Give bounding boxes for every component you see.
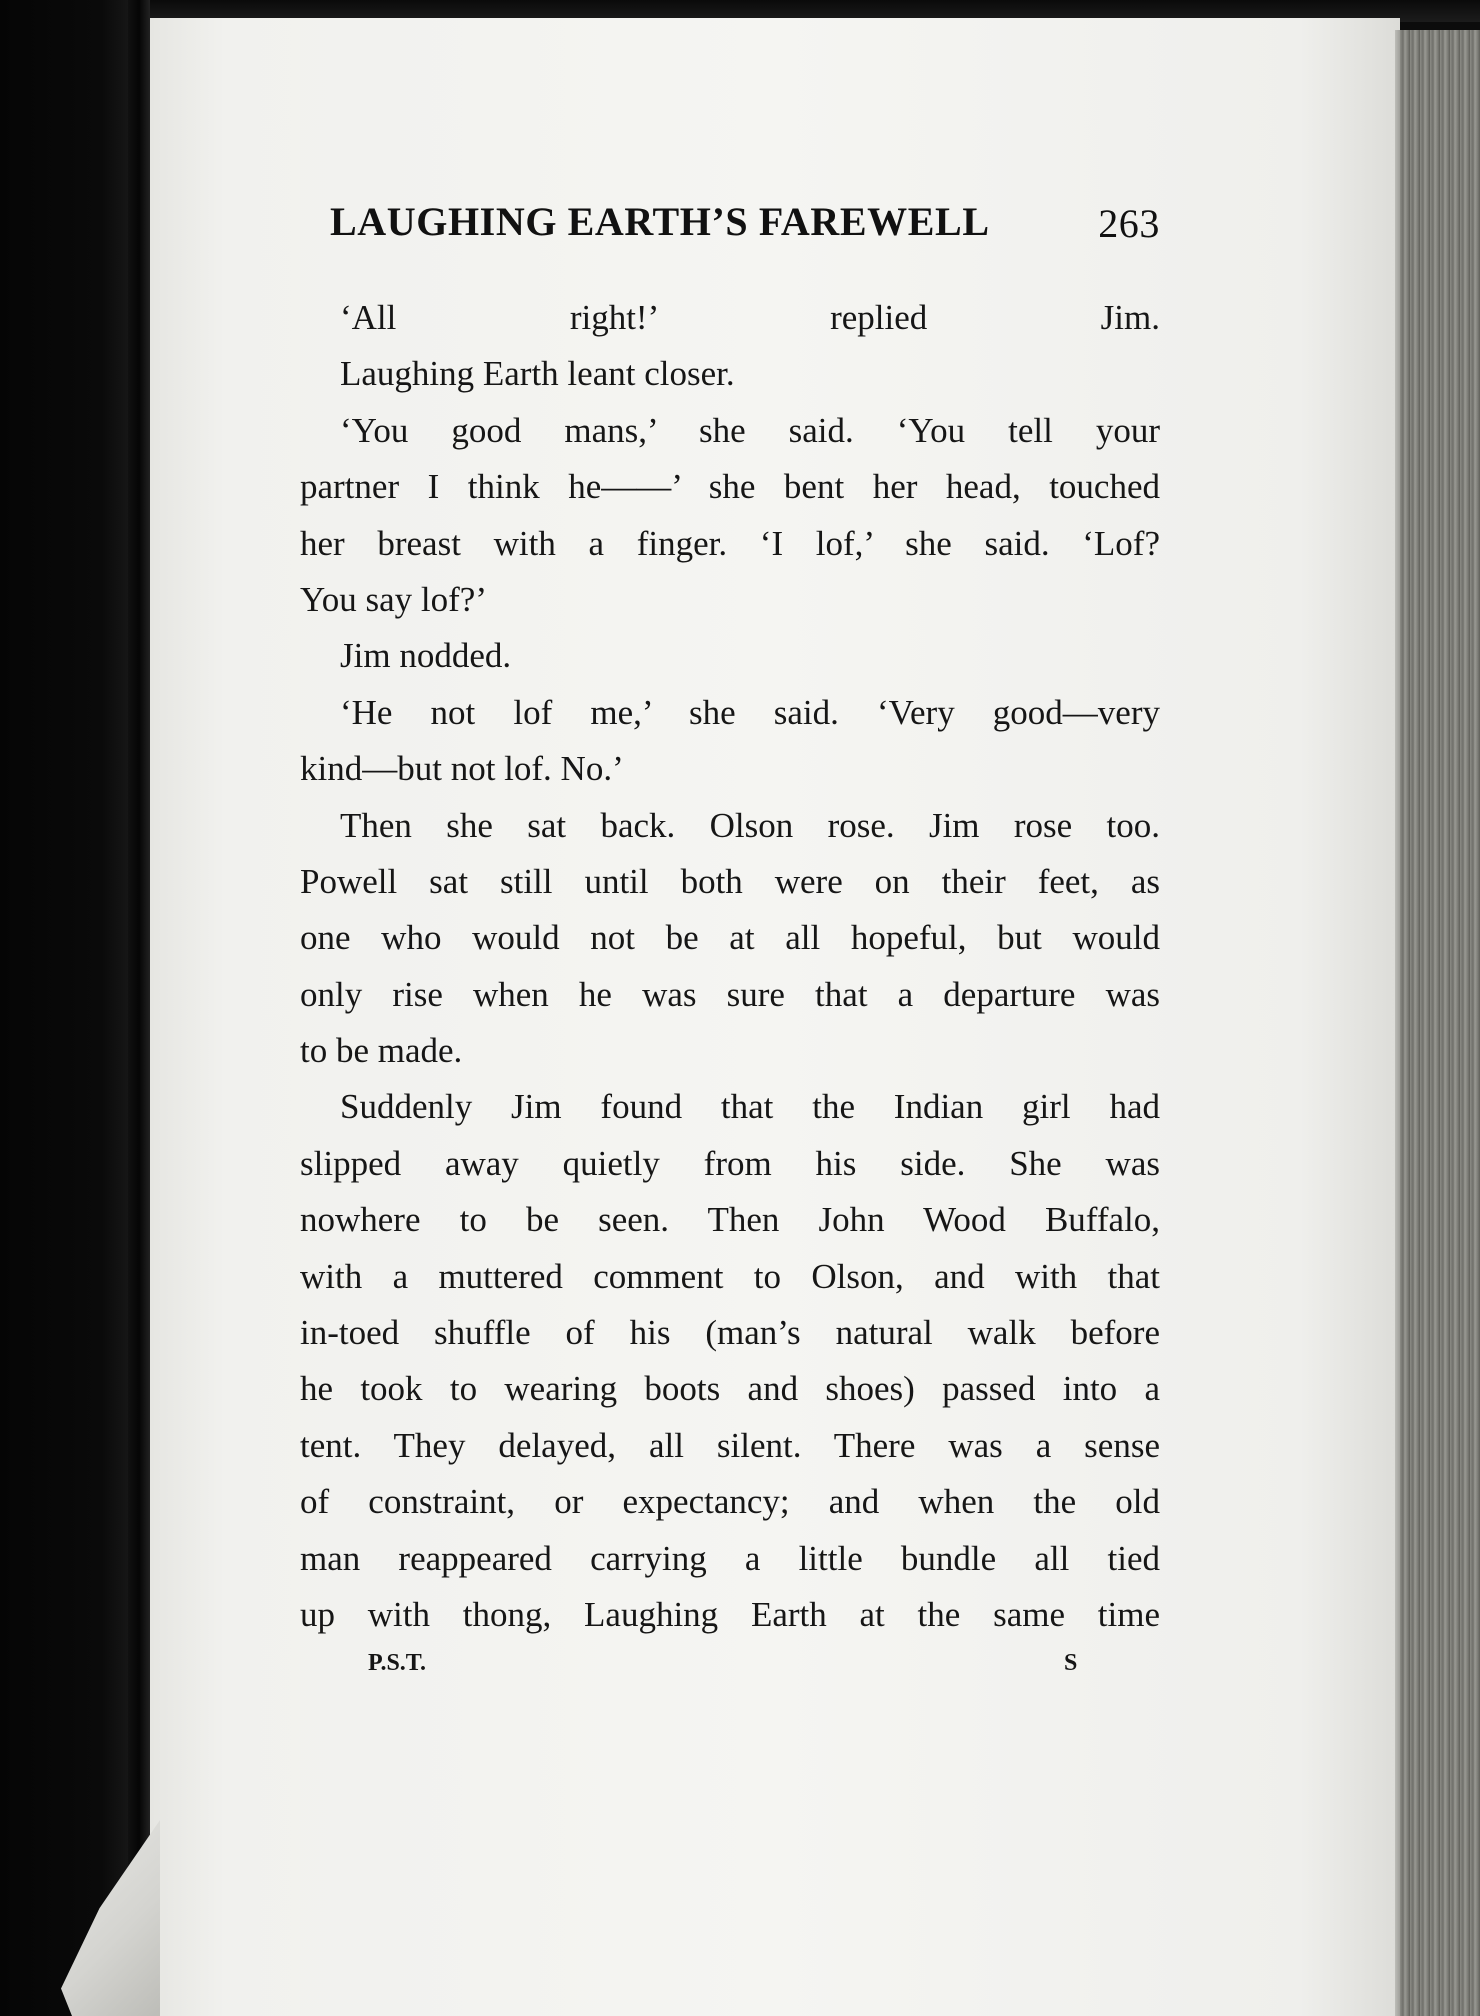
text-line: Powell sat still until both were on their feet, as xyxy=(300,861,1160,901)
left-margin-dark xyxy=(0,0,145,2016)
text-line: Then she sat back. Olson rose. Jim rose too. xyxy=(340,805,1160,845)
text-line: tent. They delayed, all silent. There was a sense xyxy=(300,1425,1160,1465)
text-line: Jim nodded. xyxy=(340,636,512,676)
running-head xyxy=(330,198,1160,258)
text-line: nowhere to be seen. Then John Wood Buffalo, xyxy=(300,1200,1160,1240)
text-line: with a muttered comment to Olson, and with that xyxy=(300,1256,1160,1296)
body-text xyxy=(300,290,1160,1643)
text-line: partner I think he——’ she bent her head, touched xyxy=(300,467,1160,507)
text-line: Laughing Earth leant closer. xyxy=(340,354,735,394)
text-line: in-toed shuffle of his (man’s natural walk before xyxy=(300,1313,1160,1353)
text-line: You say lof?’ xyxy=(300,579,487,619)
text-line: to be made. xyxy=(300,1031,463,1071)
page-edges-stack xyxy=(1400,30,1480,2016)
text-line: ‘He not lof me,’ she said. ‘Very good—very xyxy=(340,692,1160,732)
text-line: up with thong, Laughing Earth at the same time xyxy=(300,1594,1160,1634)
book-binding xyxy=(128,0,150,2016)
text-line: man reappeared carrying a little bundle all tied xyxy=(300,1538,1160,1578)
running-head-title: LAUGHING EARTH’S FAREWELL xyxy=(330,199,990,244)
signature-mark-right: S xyxy=(1064,1650,1078,1676)
text-line: one who would not be at all hopeful, but would xyxy=(300,918,1160,958)
text-line: her breast with a finger. ‘I lof,’ she said. ‘Lof? xyxy=(300,523,1160,563)
text-line: of constraint, or expectancy; and when the old xyxy=(300,1482,1160,1522)
text-line: ‘All right!’ replied Jim. xyxy=(340,298,1160,337)
page-number: 263 xyxy=(1098,201,1160,246)
text-line: only rise when he was sure that a departure was xyxy=(300,974,1160,1014)
text-line: Suddenly Jim found that the Indian girl had xyxy=(340,1087,1160,1127)
text-line: he took to wearing boots and shoes) passed into a xyxy=(300,1369,1160,1409)
text-line: slipped away quietly from his side. She was xyxy=(300,1143,1160,1183)
text-line: kind—but not lof. No.’ xyxy=(300,749,624,789)
text-line: ‘You good mans,’ she said. ‘You tell your xyxy=(340,410,1160,450)
signature-mark-left: P.S.T. xyxy=(368,1650,427,1676)
